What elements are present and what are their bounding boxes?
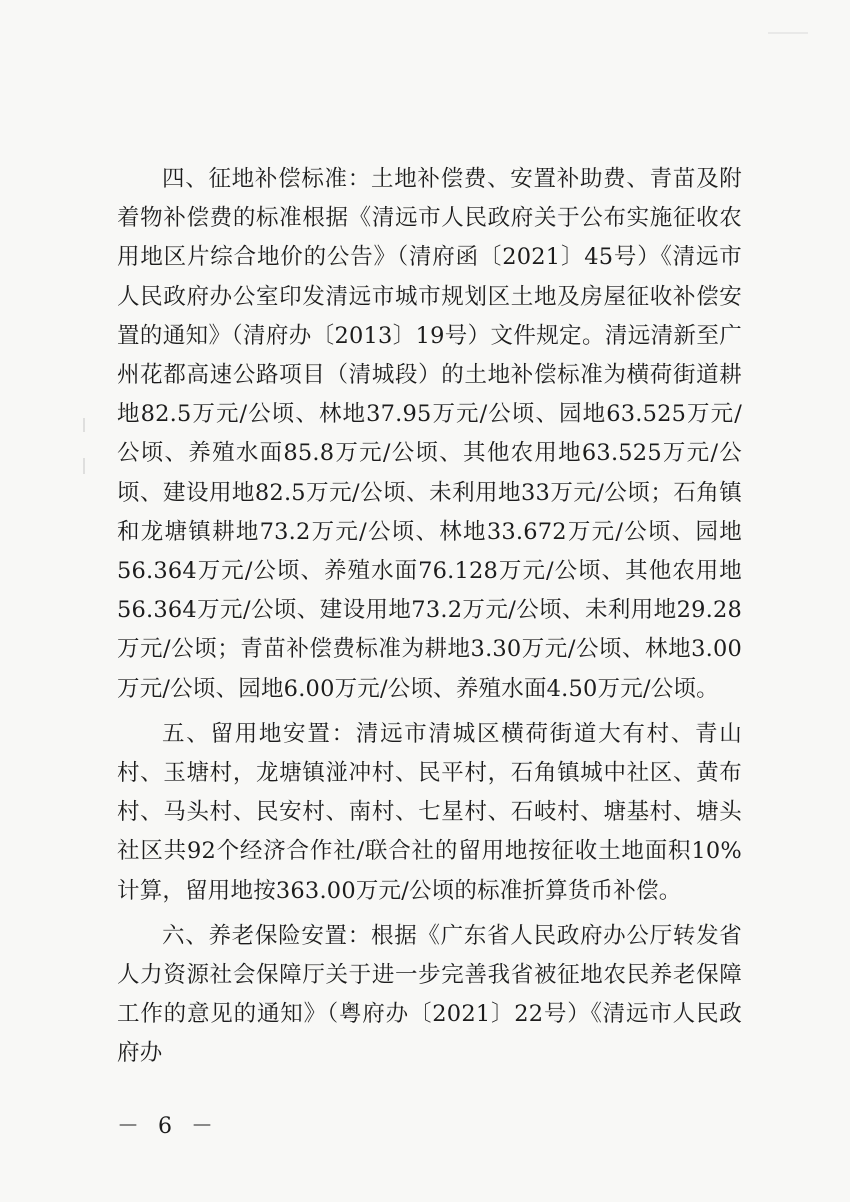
scan-artifact — [83, 458, 85, 474]
document-body — [117, 160, 742, 1074]
page-number: － 6 － — [117, 1114, 219, 1139]
paragraph-compensation-standard: 四、征地补偿标准：土地补偿费、安置补助费、青苗及附着物补偿费的标准根据《清远市人民政府关于公布实施征收农用地区片综合地价的公告》（清府函〔2021〕45号）《清远市人民政府办公室印发清远市城市规划区土地及房屋征收补偿安置的通知》（清府办〔2013〕19号）文件规定。清远清新至广州花都高速公路项目（清城段）的土地补偿标准为横荷街道耕地82.5万元/公顷、林地37.95万元/公顷、园地63.525万元/公顷、养殖水面85.8万元/公顷、其他农用地63.525万元/公顷、建设用地82.5万元/公顷、未利用地33万元/公顷；石角镇和龙塘镇耕地73.2万元/公顷、林地33.672万元/公顷、园地56.364万元/公顷、养殖水面76.128万元/公顷、其他农用地56.364万元/公顷、建设用地73.2万元/公顷、未利用地29.28万元/公顷；青苗补偿费标准为耕地3.30万元/公顷、林地3.00万元/公顷、园地6.00万元/公顷、养殖水面4.50万元/公顷。 — [117, 166, 742, 702]
scan-artifact — [768, 32, 808, 34]
paragraph-pension-insurance: 六、养老保险安置：根据《广东省人民政府办公厅转发省人力资源社会保障厅关于进一步完善我省被征地农民养老保障工作的意见的通知》（粤府办〔2021〕22号）《清远市人民政府办 — [117, 922, 742, 1067]
scan-artifact — [83, 418, 85, 432]
paragraph-reserved-land: 五、留用地安置：清远市清城区横荷街道大有村、青山村、玉塘村，龙塘镇湴冲村、民平村，石角镇城中社区、黄布村、马头村、民安村、南村、七星村、石岐村、塘基村、塘头社区共92个经济合作社/联合社的留用地按征收土地面积10%计算，留用地按363.00万元/公顷的标准折算货币补偿。 — [117, 720, 742, 904]
